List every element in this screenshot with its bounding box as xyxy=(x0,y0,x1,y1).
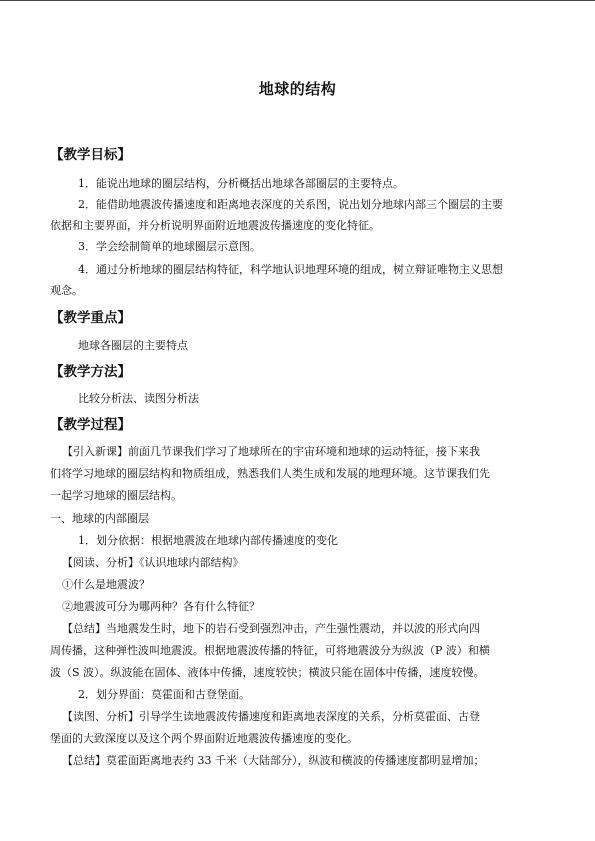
section-heading-process: 【教学过程】 xyxy=(50,417,131,433)
basis-line: 1．划分依据：根据地震波在地球内部传播速度的变化 xyxy=(78,534,338,547)
intro-line-1: 【引入新课】前面几节课我们学习了地球所在的宇宙环境和地球的运动特征，接下来我 xyxy=(62,445,480,458)
intro-line-2: 们将学习地球的圈层结构和物质组成，熟悉我们人类生成和发展的地理环境。这节课我们先 xyxy=(50,467,490,480)
focus-text: 地球各圈层的主要特点 xyxy=(78,339,188,352)
question-1: ①什么是地震波？ xyxy=(62,578,150,591)
summary-line-2: 周传播，这种弹性波叫地震波。根据地震波传播的特征，可将地震波分为纵波（P 波）和横 xyxy=(50,644,490,657)
goal-line-2-cont: 依据和主要界面，并分析说明界面附近地震波传播速度的变化特征。 xyxy=(50,219,380,232)
page-title: 地球的结构 xyxy=(258,80,337,98)
chart-reading-line-2: 堡面的大致深度以及这个两个界面附近地震波传播速度的变化。 xyxy=(50,732,358,745)
method-text: 比较分析法、读图分析法 xyxy=(78,392,199,405)
goal-line-1: 1．能说出地球的圈层结构，分析概括出地球各部圈层的主要特点。 xyxy=(78,177,404,190)
goal-line-3: 3．学会绘制简单的地球圈层示意图。 xyxy=(78,240,261,253)
summary2-line-1: 【总结】莫霍面距离地表约 33 千米（大陆部分），纵波和横波的传播速度都明显增加； xyxy=(62,754,485,767)
section-heading-focus: 【教学重点】 xyxy=(50,310,131,326)
chart-reading-line-1: 【读图、分析】引导学生读地震波传播速度和距离地表深度的关系，分析莫霍面、古登 xyxy=(62,710,480,723)
summary-line-3: 波（S 波）。纵波能在固体、液体中传播，速度较快；横波只能在固体中传播，速度较慢。 xyxy=(50,666,485,679)
section-heading-goals: 【教学目标】 xyxy=(50,147,131,163)
reading-line: 【阅读、分析】《认识地球内部结构》 xyxy=(62,556,244,569)
summary-line-1: 【总结】当地震发生时，地下的岩石受到强烈冲击，产生强性震动，并以波的形式向四 xyxy=(62,622,480,635)
goal-line-4-cont: 观念。 xyxy=(50,284,83,297)
intro-line-3: 一起学习地球的圈层结构。 xyxy=(50,489,182,502)
goal-line-4: 4．通过分析地球的圈层结构特征，科学地认识地理环境的组成，树立辩证唯物主义思想 xyxy=(78,263,503,276)
section-heading-method: 【教学方法】 xyxy=(50,364,131,380)
question-2: ②地震波可分为哪两种？各有什么特征？ xyxy=(62,600,260,613)
subsection-heading: 一、地球的内部圈层 xyxy=(50,512,149,525)
goal-line-2: 2．能借助地震波传播速度和距离地表深度的关系图，说出划分地球内部三个圈层的主要 xyxy=(78,198,503,211)
interface-line: 2．划分界面：莫霍面和古登堡面。 xyxy=(78,688,250,701)
top-rule xyxy=(0,0,595,1)
